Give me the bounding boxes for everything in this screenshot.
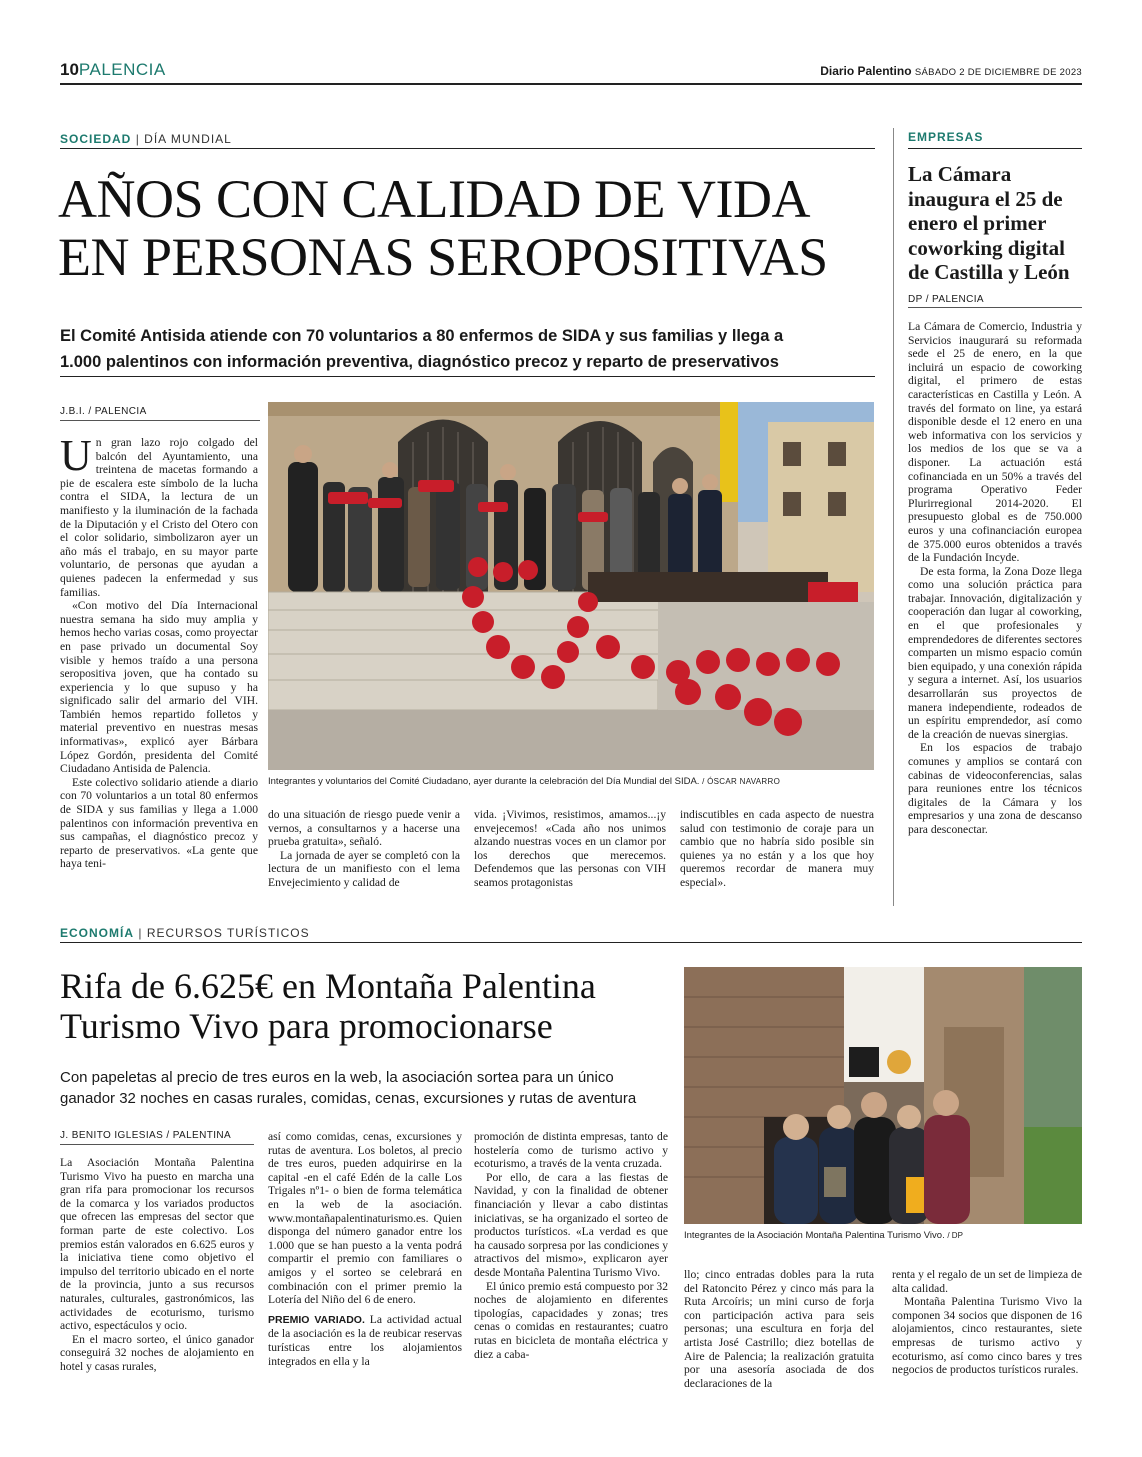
article1-col2-p2: La jornada de ayer se completó con la lectura de un manifiesto con el lema Envejecimiento y calidad de bbox=[268, 848, 460, 889]
sidebar-byline: DP / PALENCIA bbox=[908, 294, 984, 305]
article2-byline: J. BENITO IGLESIAS / PALENTINA bbox=[60, 1130, 232, 1141]
paper-name: Diario Palentino bbox=[820, 64, 912, 78]
page-section: PALENCIA bbox=[78, 60, 166, 79]
byline-rule bbox=[60, 420, 260, 421]
article2-col1-p1: La Asociación Montaña Palentina Turismo Vivo ha puesto en marcha una gran rifa para promocionar los recursos de la comarca y los variados productos que ofrecen las empresas del sector que forman parte de este colectivo. Los premios están valorados en 6.625 euros y la iniciativa tiene como objetivo el impulso del territorio ubicado en el norte de la provincia, junto a sus recursos naturales, culturales, gastronómicos, las actividades de ecoturismo, turismo activo, espectáculos y ocio. bbox=[60, 1156, 254, 1333]
article2-caption-text: Integrantes de la Asociación Montaña Palentina Turismo Vivo. bbox=[684, 1230, 945, 1241]
article2-section: ECONOMÍA bbox=[60, 926, 134, 940]
article2-col3-p2: Por ello, de cara a las fiestas de Navidad, y con la finalidad de obtener financiación y llevar a cabo distintas iniciativas, se ha organizado el sorteo de productos turísticos. «La verdad es que ha causado sorpresa por las condiciones y atractivos del mismo», explicaron ayer desde Montaña Palentina Turismo Vivo. bbox=[474, 1170, 668, 1279]
article2-subhead bbox=[60, 1067, 680, 1109]
sidebar-p2: De esta forma, la Zona Doze llega como una solución práctica para trabajar. Innovación, digitalización y cooperación dan lugar al coworking, en el que profesionales y emprendedores de diferentes sectores comparten un mismo espacio común bien equipado, y una conexión rápida y segura a internet. Así, los usuarios desarrollarán sus proyectos de manera independiente, rodeados de un espíritu emprendedor, así como de la creación de nuevas sinergias. bbox=[908, 564, 1082, 741]
sidebar-p1: La Cámara de Comercio, Industria y Servicios inaugurará su reformada sede el 25 de enero, en la que incluirá un espacio de coworking digital, el primero de estas características en Castilla y León. A través del formato on line, ya estará disponible desde el 12 enero en una web informativa con los servicios y los medios de los que se va a disponer. La actuación está cofinanciada en un 50% a través del programa Operativo Feder Plurirregional 2014-2020. El presupuesto global es de 750.000 euros y una cofinanciación europea de 375.000 euros obtenidos a través de la Fundación Incyde. bbox=[908, 320, 1082, 565]
article1-topic: DÍA MUNDIAL bbox=[144, 132, 232, 146]
sidebar-p3: En los espacios de trabajo comunes y amplios se contará con cabinas de videoconferencias, salas para reuniones entre los técnicos digitales de la Cámara y los empresarios y una zona de descanso para desconectar. bbox=[908, 741, 1082, 836]
article1-subhead-rule bbox=[60, 376, 875, 377]
article1-col1 bbox=[60, 436, 258, 906]
article1-caption bbox=[268, 776, 780, 787]
article2-subhead-line1: Con papeletas al precio de tres euros en la web, la asociación sortea para un único bbox=[60, 1069, 614, 1086]
article1-subhead-line2: 1.000 palentinos con información preventiva, diagnóstico precoz y reparto de preservativos bbox=[60, 353, 779, 371]
premio-variado-label: PREMIO VARIADO. bbox=[268, 1313, 365, 1326]
sidebar-byline-rule bbox=[908, 307, 1082, 308]
article2-col2 bbox=[268, 1130, 462, 1408]
article2-photo bbox=[684, 967, 1082, 1224]
article2-col1 bbox=[60, 1156, 254, 1408]
article1-photo-credit: / ÓSCAR NAVARRO bbox=[702, 777, 781, 786]
page-number bbox=[60, 60, 166, 80]
article1-byline: J.B.I. / PALENCIA bbox=[60, 406, 147, 417]
article2-subhead-line2: ganador 32 noches en casas rurales, comidas, cenas, excursiones y rutas de aventura bbox=[60, 1090, 637, 1107]
article1-caption-text: Integrantes y voluntarios del Comité Ciudadano, ayer durante la celebración del Día Mundial del SIDA. bbox=[268, 776, 700, 787]
ceremony-photo-image bbox=[268, 402, 874, 770]
article1-headline-line2: EN PERSONAS SEROPOSITIVAS bbox=[58, 227, 828, 287]
article1-col1-p2: «Con motivo del Día Internacional nuestra semana ha sido muy amplia y hemos hecho varias cosas, como proyectar en pase privado un documental Soy visible y hemos traído a una persona seropositiva joven, que ha contado su experiencia y lo que supuso y ha significado salir del armario del VIH. También hemos repartido folletos y material preventivo en nuestras mesas informativas», explicó ayer Bárbara López Gordón, presidenta del Comité Ciudadano Antisida de Palencia. bbox=[60, 599, 258, 776]
article1-subhead bbox=[60, 323, 875, 375]
article2-col1-p2: En el macro sorteo, el único ganador conseguirá 32 noches de alojamiento en hotel y casas rurales, bbox=[60, 1332, 254, 1373]
sidebar-headline: La Cámara inaugura el 25 de enero el primer coworking digital de Castilla y León bbox=[908, 162, 1070, 284]
article2-col4-p1: llo; cinco entradas dobles para la ruta del Ratoncito Pérez y cinco más para la Ruta Arcoíris; un mini curso de forja con participación activa para seis personas; una escultura en forja del artista José Castrillo; diez botellas de Aire de Palencia; la realización gratuita por una asesoría asociada de dos declaraciones de la bbox=[684, 1268, 874, 1390]
article2-col3-p1: promoción de distinta empresas, tanto de hostelería como de turismo activo y ecoturismo, a través de la venta cruzada. bbox=[474, 1130, 668, 1171]
article2-topic: RECURSOS TURÍSTICOS bbox=[146, 926, 310, 940]
article2-col5 bbox=[892, 1268, 1082, 1408]
article2-col2-p2: La actividad actual de la asociación es la de reubicar reservas turísticas entre los alojamientos integrados en ella y la bbox=[268, 1312, 462, 1368]
issue-date: SÁBADO 2 DE DICIEMBRE DE 2023 bbox=[914, 67, 1082, 78]
article2-col3 bbox=[474, 1130, 668, 1408]
sidebar-divider bbox=[893, 128, 894, 906]
article1-col1-p1: n gran lazo rojo colgado del balcón del Ayuntamiento, una treintena de macetas formando a pie de escalera este símbolo de la lucha contra el SIDA, la lectura de un manifiesto y la iluminación de la fachada de la Diputación y el Cristo del Otero con el color solidario, simbolizaron ayer un año más el trabajo, en su mayor parte voluntario, de personas que ayudan a quienes padecen la enfermedad y sus familias. bbox=[60, 436, 258, 599]
article1-top-rule bbox=[60, 148, 875, 149]
article1-col4-p1: indiscutibles en cada aspecto de nuestra salud con testimonio de coraje para un cambio que no habría sido posible sin quienes ya no están y a los que hoy queremos recordar de manera muy especial». bbox=[680, 808, 874, 889]
sidebar-body bbox=[908, 320, 1082, 906]
article2-col2-p1: así como comidas, cenas, excursiones y rutas de aventura. Los boletos, al precio de tres euros, pueden adquirirse en la capital -en el café Edén de la calle Los Trigales nº1- o bien de forma telemática en la web de la asociación. www.montañapalentinaturismo.es. Quien disponga del número ganador entre los 1.000 que se han puesto a la venta podrá compartir el premio con familiares o amigos y el sorteo se celebrará en combinación con el primer premio la Lotería del Niño del 6 de enero. bbox=[268, 1130, 462, 1307]
sidebar-kicker: EMPRESAS bbox=[908, 130, 984, 144]
article1-kicker: SOCIEDAD | DÍA MUNDIAL bbox=[60, 132, 232, 146]
article2-kicker: ECONOMÍA | RECURSOS TURÍSTICOS bbox=[60, 926, 310, 940]
sidebar-top-rule bbox=[908, 148, 1082, 149]
article1-col4 bbox=[680, 808, 874, 904]
article1-col1-p3: Este colectivo solidario atiende a diario con 70 voluntarios a un total 80 enfermos de SIDA y sus familias y llega a 1.000 palentinos con información preventiva en sus campañas, el diagnóstico precoz y reparto de preservativos. «La gente que haya teni- bbox=[60, 775, 258, 871]
article1-headline-line1: AÑOS CON CALIDAD DE VIDA bbox=[58, 169, 810, 229]
article2-byline-rule bbox=[60, 1144, 254, 1145]
article1-subhead-line1: El Comité Antisida atiende con 70 voluntarios a 80 enfermos de SIDA y sus familias y llega a bbox=[60, 327, 784, 345]
article2-headline-line2: Turismo Vivo para promocionarse bbox=[60, 1006, 553, 1046]
article2-col4 bbox=[684, 1268, 874, 1408]
article2-headline bbox=[60, 966, 596, 1046]
article2-col5-p2: Montaña Palentina Turismo Vivo la componen 34 socios que disponen de 16 alojamientos, cinco restaurantes, siete empresas de turismo activo y ecoturismo, así como cinco bares y tres negocios de productos turísticos rurales. bbox=[892, 1295, 1082, 1377]
article2-headline-line1: Rifa de 6.625€ en Montaña Palentina bbox=[60, 966, 596, 1006]
header-rule bbox=[60, 83, 1082, 85]
article1-col2 bbox=[268, 808, 460, 904]
article1-section: SOCIEDAD bbox=[60, 132, 132, 146]
article1-photo bbox=[268, 402, 874, 770]
article1-col3-p1: vida. ¡Vivimos, resistimos, amamos...¡y envejecemos! «Cada año nos unimos alzando nuestras voces en un clamor por los derechos que merecemos. Defendemos que las personas con VIH seamos protagonistas bbox=[474, 808, 666, 889]
article1-col2-p1: do una situación de riesgo puede venir a vernos, a consultarnos y a hacerse una prueba gratuita», señaló. bbox=[268, 808, 460, 849]
article2-col5-p1: renta y el regalo de un set de limpieza de alta calidad. bbox=[892, 1268, 1082, 1295]
article1-headline bbox=[58, 170, 828, 286]
article2-photo-credit: / DP bbox=[947, 1231, 963, 1240]
page-number-value: 10 bbox=[60, 60, 79, 79]
dropcap: U bbox=[60, 436, 92, 480]
article2-top-rule bbox=[60, 942, 1082, 943]
group-photo-image bbox=[684, 967, 1082, 1224]
article1-col3 bbox=[474, 808, 666, 904]
masthead bbox=[820, 64, 1082, 78]
article2-caption bbox=[684, 1230, 963, 1241]
article2-col3-p3: El único premio está compuesto por 32 noches de alojamiento en diferentes tipologías, capacidades y zonas; tres cenas o comidas en restaurantes; cuatro rutas en bicicleta de montaña eléctrica y diez a caba- bbox=[474, 1279, 668, 1361]
